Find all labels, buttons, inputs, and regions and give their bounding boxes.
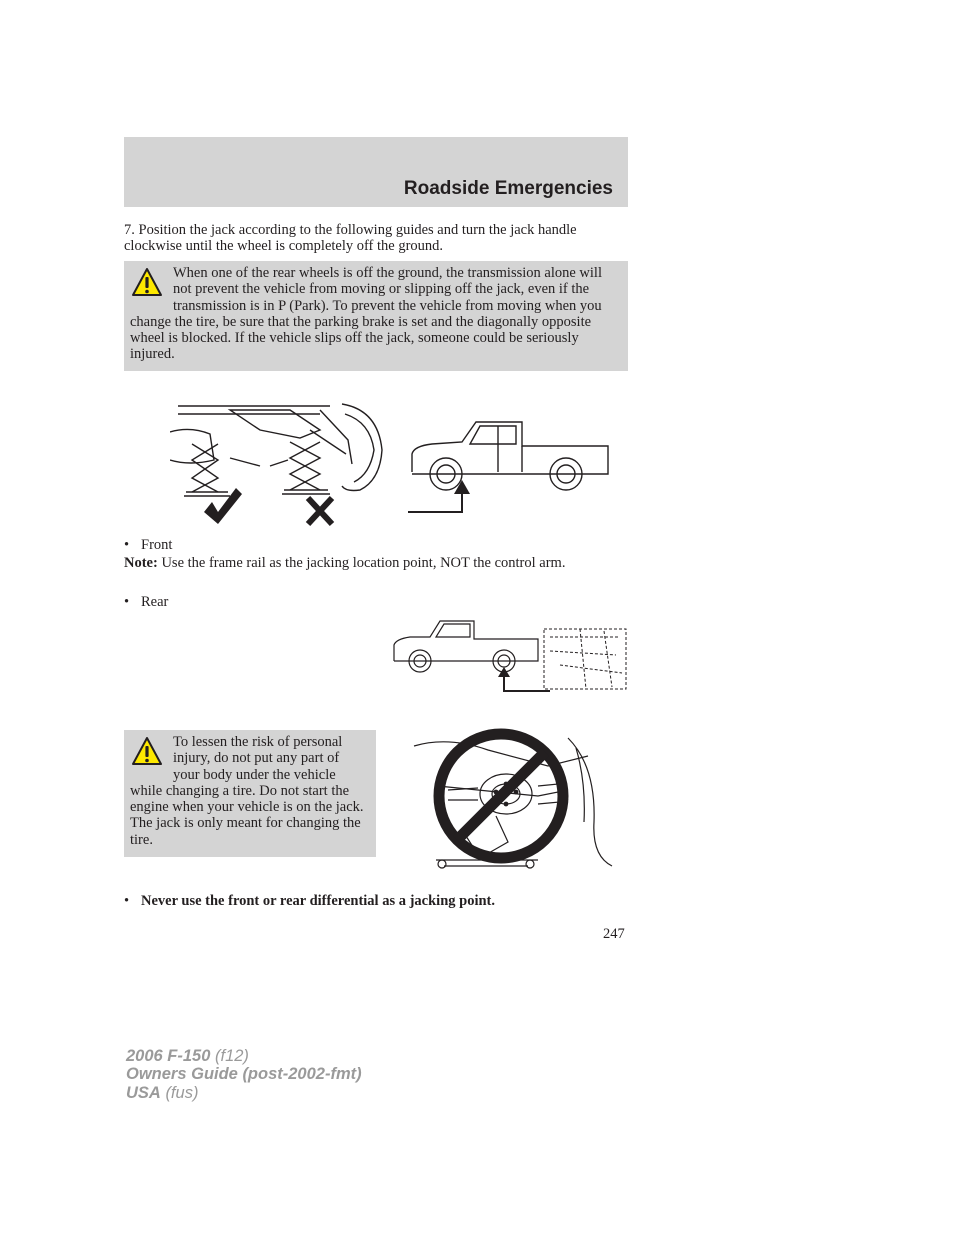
footer-model: 2006 F-150 bbox=[126, 1047, 211, 1065]
warning-triangle-icon bbox=[130, 266, 164, 298]
note-text: Use the frame rail as the jacking location point, NOT the control arm. bbox=[161, 555, 566, 571]
bullet-char: • bbox=[124, 594, 130, 610]
note-label: Note: bbox=[124, 555, 158, 571]
bullet-front-text: Front bbox=[141, 537, 173, 553]
bullet-never bbox=[124, 893, 495, 909]
jack-placement-illustration bbox=[170, 400, 392, 530]
warning-text-rear-wheel: When one of the rear wheels is off the ground, the transmission alone will not prevent the vehicle from moving or slipping off the jack, even if the transmission is in P (Park). To prevent the vehicle from moving when you change the tire, be sure that the parking brake is set and the diagonally opposite wheel is blocked. If the vehicle slips off the jack, someone could be seriously injured. bbox=[130, 265, 602, 363]
warning-box-rear-wheel bbox=[124, 261, 628, 371]
checkmark-icon bbox=[204, 488, 242, 524]
footer-guide: Owners Guide (post-2002-fmt) bbox=[126, 1065, 362, 1084]
page-number: 247 bbox=[603, 926, 625, 942]
warning-text-personal-injury: To lessen the risk of personal injury, do not put any part of your body under the vehicle while changing a tire. Do not start the engine when your vehicle is on the jack. The jack is only meant for changing the tire. bbox=[130, 734, 364, 848]
bullet-front bbox=[124, 537, 172, 553]
bullet-never-text: Never use the front or rear differential as a jacking point. bbox=[141, 893, 496, 909]
bullet-char: • bbox=[124, 537, 130, 553]
differential-prohibited-illustration bbox=[408, 726, 616, 878]
bullet-rear-text: Rear bbox=[141, 594, 169, 610]
section-title: Roadside Emergencies bbox=[403, 178, 613, 199]
step-7-text: 7. Position the jack according to the following guides and turn the jack handle clockwise until the wheel is completely off the ground. bbox=[124, 222, 577, 255]
bullet-char: • bbox=[124, 893, 130, 909]
footer-region-code: (fus) bbox=[165, 1083, 199, 1102]
truck-front-jack-point-illustration bbox=[404, 410, 614, 520]
footer-region: USA bbox=[126, 1083, 161, 1102]
note-paragraph bbox=[124, 555, 624, 571]
prohibited-icon bbox=[439, 734, 563, 858]
warning-triangle-icon bbox=[130, 735, 164, 767]
warning-box-personal-injury bbox=[124, 730, 376, 857]
footer-info bbox=[126, 1047, 362, 1102]
footer-model-code: (f12) bbox=[215, 1047, 249, 1065]
truck-rear-jack-point-illustration bbox=[390, 615, 630, 695]
bullet-rear bbox=[124, 594, 168, 610]
x-mark-icon bbox=[308, 498, 332, 524]
header-band bbox=[124, 137, 628, 207]
